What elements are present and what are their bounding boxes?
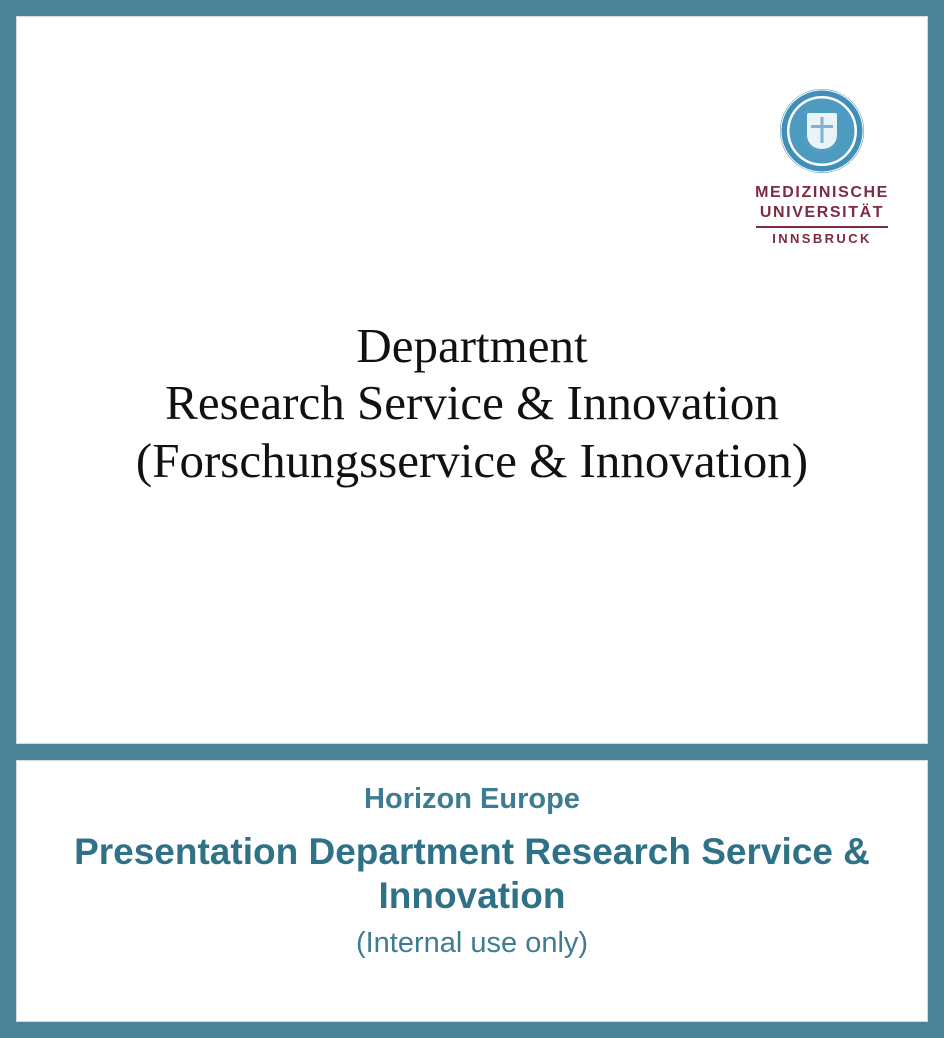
slide-title-line-2: Research Service & Innovation (165, 375, 779, 431)
caption-subtitle: (Internal use only) (355, 927, 589, 960)
slide-title-line-3: (Forschungsservice & Innovation) (135, 432, 809, 488)
slide-canvas (16, 16, 928, 744)
caption-panel (16, 760, 928, 1022)
logo-divider (756, 226, 888, 228)
slide-title-line-1: Department (356, 318, 588, 373)
caption-title: Presentation Department Research Service & Innovation (74, 831, 870, 916)
university-seal-icon (780, 89, 864, 173)
slide-title (17, 317, 927, 489)
logo-line-1: MEDIZINISCHE (755, 184, 889, 201)
university-logo (747, 89, 897, 247)
logo-line-3: INNSBRUCK (772, 231, 872, 247)
caption-eyebrow: Horizon Europe (364, 783, 580, 815)
logo-line-2: UNIVERSITÄT (759, 203, 885, 221)
